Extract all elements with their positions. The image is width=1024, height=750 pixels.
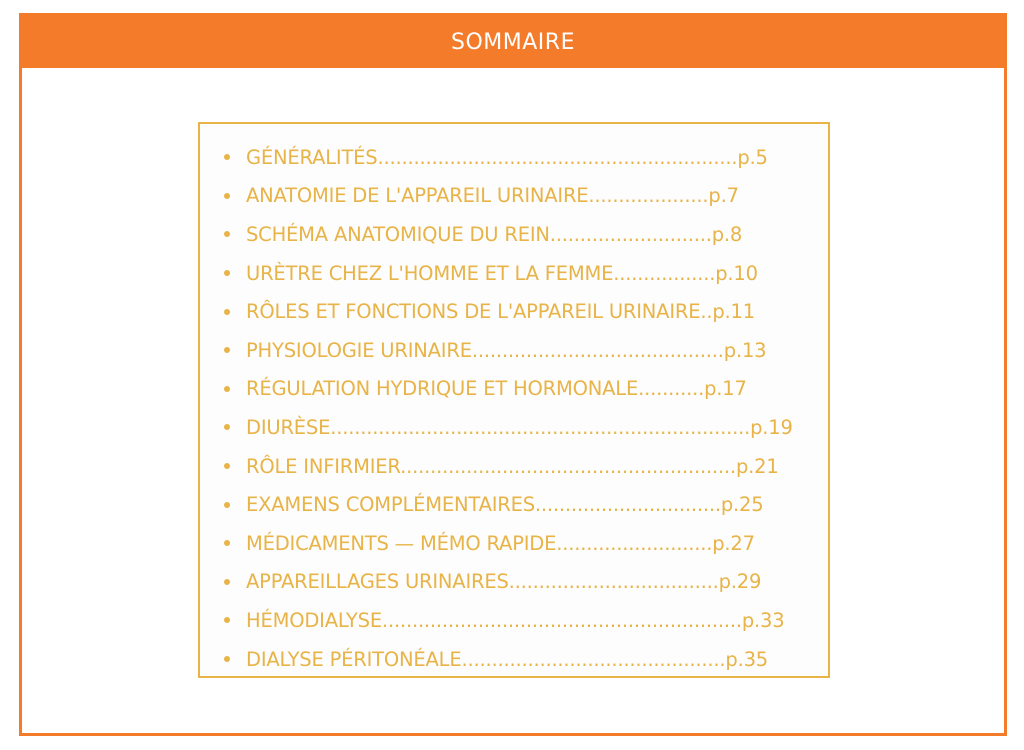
toc-item-label: GÉNÉRALITÉS............................................................p.5 [246, 145, 768, 169]
bullet-icon [224, 309, 230, 315]
toc-item-label: HÉMODIALYSE............................................................p.33 [246, 608, 785, 632]
toc-item-label: DIURÈSE......................................................................p.19 [246, 415, 793, 439]
toc-item-physiologie[interactable] [224, 331, 814, 370]
toc-item-label: APPAREILLAGES URINAIRES...................................p.29 [246, 570, 762, 594]
bullet-icon [224, 617, 230, 623]
toc-item-label: PHYSIOLOGIE URINAIRE..........................................p.13 [246, 338, 767, 362]
bullet-icon [224, 502, 230, 508]
toc-item-medicaments[interactable] [224, 524, 814, 563]
bullet-icon [224, 193, 230, 199]
toc-item-label: MÉDICAMENTS — MÉMO RAPIDE..........................p.27 [246, 531, 755, 555]
toc-item-label: EXAMENS COMPLÉMENTAIRES...............................p.25 [246, 493, 764, 517]
toc-item-anatomie[interactable] [224, 177, 814, 216]
bullet-icon [224, 347, 230, 353]
toc-item-generalites[interactable] [224, 138, 814, 177]
toc-item-label: URÈTRE CHEZ L'HOMME ET LA FEMME.................p.10 [246, 261, 758, 285]
header-bar [22, 16, 1004, 68]
toc-item-dialyse-peritoneale[interactable] [224, 640, 814, 679]
toc-item-diurese[interactable] [224, 408, 814, 447]
toc-item-label: RÔLES ET FONCTIONS DE L'APPAREIL URINAIRE..p.11 [246, 300, 755, 324]
table-of-contents [198, 122, 830, 678]
bullet-icon [224, 424, 230, 430]
toc-item-label: SCHÉMA ANATOMIQUE DU REIN...........................p.8 [246, 222, 743, 246]
toc-item-label: RÉGULATION HYDRIQUE ET HORMONALE...........p.17 [246, 377, 747, 401]
toc-item-schema[interactable] [224, 215, 814, 254]
bullet-icon [224, 270, 230, 276]
toc-item-hemodialyse[interactable] [224, 601, 814, 640]
toc-list [224, 138, 814, 678]
bullet-icon [224, 656, 230, 662]
bullet-icon [224, 386, 230, 392]
toc-item-label: DIALYSE PÉRITONÉALE............................................p.35 [246, 647, 768, 671]
toc-item-appareillages[interactable] [224, 563, 814, 602]
bullet-icon [224, 231, 230, 237]
toc-item-label: RÔLE INFIRMIER........................................................p.21 [246, 454, 779, 478]
page-frame [19, 13, 1007, 736]
toc-item-examens[interactable] [224, 485, 814, 524]
toc-item-regulation[interactable] [224, 370, 814, 409]
bullet-icon [224, 540, 230, 546]
toc-item-uretre[interactable] [224, 254, 814, 293]
toc-item-roles-fonctions[interactable] [224, 292, 814, 331]
page-title: SOMMAIRE [451, 29, 575, 55]
bullet-icon [224, 154, 230, 160]
bullet-icon [224, 463, 230, 469]
toc-item-role-infirmier[interactable] [224, 447, 814, 486]
bullet-icon [224, 579, 230, 585]
toc-item-label: ANATOMIE DE L'APPAREIL URINAIRE....................p.7 [246, 184, 739, 208]
